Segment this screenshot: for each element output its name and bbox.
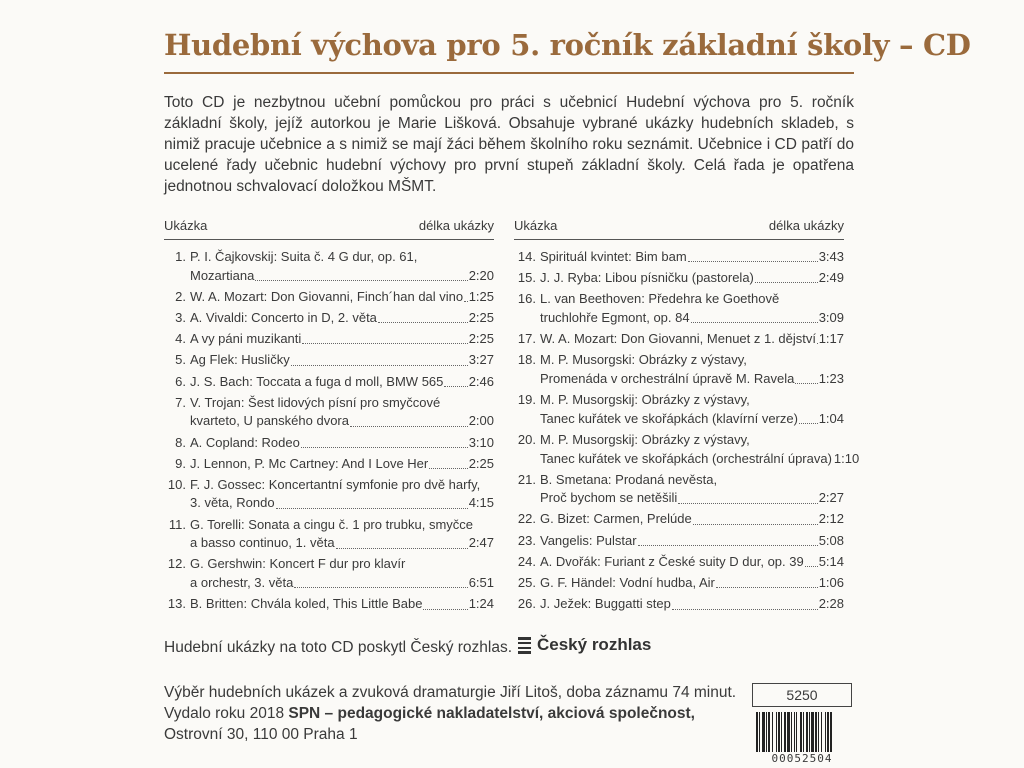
track-number: 3. bbox=[175, 309, 186, 325]
track-duration: 1:23 bbox=[818, 370, 844, 386]
track-line bbox=[514, 351, 844, 370]
publisher-name: SPN – pedagogické nakladatelství, akciová společnost, bbox=[288, 705, 695, 722]
track-item bbox=[164, 455, 494, 474]
intro-paragraph: Toto CD je nezbytnou učební pomůckou pro práci s učebnicí Hudební výchova pro 5. ročník základní školy, jejíž autorkou je Marie Lišková. Obsahuje vybrané ukázky hudebních skladeb, s nimiž pracuje učebnice a s nimiž se mají žáci během školního roku seznámit. Učebnice i CD patří do ucelené řady učebnic hudební výchovy pro první stupeň základní školy. Celá řada je opatřena jednotnou schvalovací doložkou MŠMT. bbox=[164, 94, 854, 195]
track-title: Ag Flek: Husličky bbox=[190, 352, 290, 368]
track-title: V. Trojan: Šest lidových písní pro smyčcové bbox=[190, 394, 441, 410]
leader-dots bbox=[688, 260, 818, 262]
track-line bbox=[164, 412, 494, 431]
track-item bbox=[514, 290, 844, 327]
track-title: J. J. Ryba: Libou písničku (pastorela) bbox=[540, 270, 754, 286]
track-number: 9. bbox=[175, 455, 186, 471]
track-item bbox=[514, 269, 844, 288]
header-rule bbox=[514, 239, 844, 240]
track-duration: 3:09 bbox=[818, 309, 844, 325]
track-number: 10. bbox=[167, 476, 186, 492]
track-line bbox=[514, 370, 844, 389]
track-duration: 1:10 bbox=[833, 450, 860, 466]
track-item bbox=[164, 288, 494, 307]
leader-dots bbox=[301, 446, 468, 448]
leader-dots bbox=[799, 422, 818, 424]
barcode-bar bbox=[778, 712, 780, 756]
leader-dots bbox=[444, 385, 467, 387]
track-duration: 6:51 bbox=[468, 575, 494, 591]
track-title: Tanec kuřátek ve skořápkách (orchestrální úprava) bbox=[540, 450, 832, 466]
leader-dots bbox=[291, 364, 468, 366]
track-duration: 5:14 bbox=[818, 553, 844, 569]
track-number: 13. bbox=[167, 596, 186, 612]
track-list bbox=[164, 248, 494, 614]
track-item bbox=[164, 555, 494, 592]
barcode-bar bbox=[830, 712, 832, 756]
track-item bbox=[514, 574, 844, 593]
track-number: 18. bbox=[517, 352, 536, 368]
leader-dots bbox=[423, 608, 467, 610]
track-duration: 1:25 bbox=[468, 288, 494, 304]
track-title: A. Copland: Rodeo bbox=[190, 434, 300, 450]
track-item bbox=[514, 330, 844, 349]
track-duration: 2:25 bbox=[468, 309, 494, 325]
leader-dots bbox=[638, 544, 818, 546]
track-title: kvarteto, U panského dvora bbox=[190, 413, 349, 429]
barcode-bar bbox=[809, 712, 810, 756]
track-duration: 2:27 bbox=[818, 490, 844, 506]
barcode-bar bbox=[784, 712, 786, 756]
leader-dots bbox=[350, 425, 468, 427]
barcode-bar bbox=[768, 712, 770, 756]
leader-dots bbox=[755, 281, 818, 283]
track-line bbox=[164, 309, 494, 328]
leader-dots bbox=[336, 547, 468, 549]
track-line bbox=[164, 288, 494, 307]
barcode-bar bbox=[781, 712, 782, 756]
track-line bbox=[164, 494, 494, 513]
track-item bbox=[164, 516, 494, 553]
track-line bbox=[164, 455, 494, 474]
track-number: 7. bbox=[175, 394, 186, 410]
track-number: 25. bbox=[517, 575, 536, 591]
leader-dots bbox=[294, 586, 467, 588]
header-duration: délka ukázky bbox=[418, 218, 494, 233]
leader-dots bbox=[429, 467, 467, 469]
track-number: 5. bbox=[175, 352, 186, 368]
track-number: 21. bbox=[517, 471, 536, 487]
header-duration: délka ukázky bbox=[768, 218, 844, 233]
leader-dots bbox=[716, 586, 818, 588]
track-number: 14. bbox=[517, 249, 536, 264]
barcode-bar bbox=[794, 712, 795, 756]
track-duration: 4:15 bbox=[468, 495, 494, 511]
leader-dots bbox=[255, 279, 467, 281]
track-title: J. S. Bach: Toccata a fuga d moll, BMW 565 bbox=[190, 373, 444, 389]
barcode-bar bbox=[803, 712, 804, 756]
track-item bbox=[514, 431, 860, 468]
track-duration: 2:46 bbox=[468, 373, 494, 389]
track-number: 23. bbox=[517, 532, 536, 548]
track-line bbox=[164, 595, 494, 614]
track-duration: 5:08 bbox=[818, 532, 844, 548]
track-line bbox=[514, 595, 844, 614]
header-sample: Ukázka bbox=[164, 218, 208, 233]
leader-dots bbox=[795, 382, 817, 384]
track-line bbox=[514, 248, 844, 267]
barcode-bar bbox=[766, 712, 767, 756]
tracklist-right bbox=[514, 218, 860, 616]
leader-dots bbox=[276, 507, 468, 509]
leader-dots bbox=[817, 342, 818, 344]
track-title: G. Gershwin: Koncert F dur pro klavír bbox=[190, 556, 406, 572]
cesky-rozhlas-logo bbox=[518, 635, 651, 656]
track-line bbox=[164, 555, 494, 574]
track-line bbox=[164, 394, 494, 413]
track-number: 1. bbox=[175, 249, 186, 264]
track-title: Promenáda v orchestrální úpravě M. Ravela bbox=[540, 370, 795, 386]
footer-line-1: Výběr hudebních ukázek a zvuková dramaturgie Jiří Litoš, doba záznamu 74 minut. bbox=[164, 684, 737, 701]
track-number: 6. bbox=[175, 373, 186, 389]
track-item bbox=[514, 351, 844, 388]
track-title: J. Ježek: Buggatti step bbox=[540, 596, 671, 612]
track-number: 12. bbox=[167, 556, 186, 572]
track-number: 24. bbox=[517, 553, 536, 569]
track-item bbox=[164, 309, 494, 328]
track-title: J. Lennon, P. Mc Cartney: And I Love Her bbox=[190, 455, 429, 471]
track-title: M. P. Musorgski: Obrázky z výstavy, bbox=[540, 352, 747, 368]
track-line bbox=[514, 510, 844, 529]
track-title: M. P. Musorgskij: Obrázky z výstavy, bbox=[540, 392, 750, 408]
track-title: Mozartiana bbox=[190, 267, 255, 283]
track-title: B. Britten: Chvála koled, This Little Babe bbox=[190, 596, 423, 612]
barcode-bar bbox=[787, 712, 790, 756]
track-item bbox=[164, 394, 494, 431]
track-line bbox=[164, 330, 494, 349]
track-number: 2. bbox=[175, 288, 186, 304]
track-duration: 2:25 bbox=[468, 331, 494, 347]
barcode-bar bbox=[796, 712, 797, 756]
track-item bbox=[514, 510, 844, 529]
track-title: truchlohře Egmont, op. 84 bbox=[540, 309, 690, 325]
barcode-bar bbox=[756, 712, 758, 756]
track-line bbox=[164, 516, 494, 535]
track-line bbox=[514, 574, 844, 593]
track-line bbox=[514, 391, 844, 410]
track-line bbox=[164, 373, 494, 392]
track-duration: 2:47 bbox=[468, 535, 494, 551]
track-number: 11. bbox=[168, 516, 186, 532]
track-item bbox=[164, 373, 494, 392]
track-item bbox=[514, 595, 844, 614]
track-title: Tanec kuřátek ve skořápkách (klavírní verze) bbox=[540, 410, 798, 426]
barcode-bar bbox=[759, 712, 760, 756]
track-line bbox=[164, 476, 494, 495]
track-title: G. Torelli: Sonata a cingu č. 1 pro trubku, smyčce bbox=[190, 516, 474, 532]
track-line bbox=[164, 351, 494, 370]
track-duration: 3:10 bbox=[468, 434, 494, 450]
track-duration: 2:12 bbox=[818, 511, 844, 527]
track-line bbox=[514, 489, 844, 508]
radio-lines-icon bbox=[518, 635, 531, 656]
track-title: G. F. Händel: Vodní hudba, Air bbox=[540, 575, 715, 591]
track-duration: 2:25 bbox=[468, 455, 494, 471]
tracklist-header bbox=[164, 218, 494, 239]
logo-text: Český rozhlas bbox=[537, 635, 652, 655]
track-title: A. Vivaldi: Concerto in D, 2. věta bbox=[190, 309, 377, 325]
tracklist-header bbox=[514, 218, 844, 239]
track-item bbox=[514, 532, 844, 551]
track-title: W. A. Mozart: Don Giovanni, Menuet z 1. dějství bbox=[540, 331, 817, 347]
track-item bbox=[164, 330, 494, 349]
track-line bbox=[164, 267, 494, 286]
track-title: A. Dvořák: Furiant z České suity D dur, op. 39 bbox=[540, 553, 804, 569]
track-number: 26. bbox=[517, 596, 536, 612]
header-rule bbox=[164, 239, 494, 240]
track-title: Spirituál kvintet: Bim bam bbox=[540, 249, 687, 264]
footer-line-2-plain: Vydalo roku 2018 bbox=[164, 705, 289, 722]
track-line bbox=[164, 534, 494, 553]
leader-dots bbox=[302, 342, 467, 344]
tracklist-left bbox=[164, 218, 494, 616]
track-duration: 1:17 bbox=[818, 331, 844, 347]
track-item bbox=[514, 391, 844, 428]
track-item bbox=[514, 471, 844, 508]
barcode-bar bbox=[815, 712, 817, 756]
track-title: W. A. Mozart: Don Giovanni, Finch´han dal vino bbox=[190, 288, 464, 304]
track-title: L. van Beethoven: Předehra ke Goethově bbox=[540, 291, 780, 307]
track-item bbox=[164, 434, 494, 453]
track-line bbox=[514, 290, 844, 309]
track-duration: 3:43 bbox=[818, 249, 844, 264]
track-title: B. Smetana: Prodaná nevěsta, bbox=[540, 471, 718, 487]
track-line bbox=[514, 450, 860, 469]
footer-line-2 bbox=[164, 703, 736, 724]
track-number: 19. bbox=[517, 392, 536, 408]
track-duration: 1:04 bbox=[818, 410, 844, 426]
track-line bbox=[164, 574, 494, 593]
credit-text: Hudební ukázky na toto CD poskytl Český rozhlas. bbox=[164, 639, 513, 656]
leader-dots bbox=[672, 608, 818, 610]
track-number: 22. bbox=[517, 511, 536, 527]
track-duration: 2:49 bbox=[818, 270, 844, 286]
track-title: P. I. Čajkovskij: Suita č. 4 G dur, op. 61, bbox=[190, 249, 418, 264]
track-title: 3. věta, Rondo bbox=[190, 495, 275, 511]
track-line bbox=[514, 532, 844, 551]
leader-dots bbox=[678, 502, 817, 504]
track-item bbox=[164, 476, 494, 513]
barcode-number: 00052504 bbox=[754, 752, 850, 765]
track-line bbox=[514, 269, 844, 288]
track-title: Proč bychom se netěšili bbox=[540, 490, 678, 506]
track-title: a orchestr, 3. věta bbox=[190, 575, 294, 591]
track-line bbox=[514, 471, 844, 490]
title-rule bbox=[164, 72, 854, 74]
track-number: 20. bbox=[517, 431, 536, 447]
track-duration: 3:27 bbox=[468, 352, 494, 368]
track-duration: 1:06 bbox=[818, 575, 844, 591]
track-duration: 2:00 bbox=[468, 413, 494, 429]
product-code: 5250 bbox=[752, 683, 852, 707]
track-title: F. J. Gossec: Koncertantní symfonie pro dvě harfy, bbox=[190, 476, 481, 492]
track-duration: 1:24 bbox=[468, 596, 494, 612]
barcode-bar bbox=[762, 712, 765, 756]
page-title: Hudební výchova pro 5. ročník základní školy – CD bbox=[164, 28, 971, 62]
track-title: Vangelis: Pulstar bbox=[540, 532, 637, 548]
track-title: M. P. Musorgskij: Obrázky z výstavy, bbox=[540, 431, 750, 447]
barcode-bar bbox=[821, 712, 822, 756]
header-sample: Ukázka bbox=[514, 218, 558, 233]
leader-dots bbox=[378, 321, 468, 323]
publisher-info bbox=[164, 682, 736, 745]
track-item bbox=[164, 351, 494, 370]
track-line bbox=[164, 434, 494, 453]
track-line bbox=[514, 410, 844, 429]
barcode-bar bbox=[825, 712, 826, 756]
track-duration: 2:20 bbox=[468, 267, 494, 283]
track-list bbox=[514, 248, 860, 614]
track-line bbox=[514, 330, 844, 349]
barcode-bar bbox=[772, 712, 773, 756]
track-line bbox=[164, 248, 494, 267]
leader-dots bbox=[691, 321, 818, 323]
footer-line-3: Ostrovní 30, 110 00 Praha 1 bbox=[164, 726, 358, 743]
track-line bbox=[514, 431, 844, 450]
track-number: 17. bbox=[517, 331, 536, 347]
track-line bbox=[514, 309, 844, 328]
track-title: a basso continuo, 1. věta bbox=[190, 535, 335, 551]
leader-dots bbox=[805, 565, 818, 567]
track-title: G. Bizet: Carmen, Prelúde bbox=[540, 511, 692, 527]
barcode-bar bbox=[818, 712, 819, 756]
track-duration: 2:28 bbox=[818, 596, 844, 612]
leader-dots bbox=[693, 523, 818, 525]
track-number: 4. bbox=[175, 331, 186, 347]
barcode-bar bbox=[811, 712, 814, 756]
track-item bbox=[164, 248, 494, 285]
barcode-bar bbox=[776, 712, 777, 756]
barcode-bar bbox=[806, 712, 808, 756]
track-number: 15. bbox=[517, 270, 536, 286]
track-item bbox=[514, 248, 844, 267]
barcode-bar bbox=[791, 712, 792, 756]
track-item bbox=[164, 595, 494, 614]
track-number: 16. bbox=[517, 291, 536, 307]
barcode-bar bbox=[800, 712, 802, 756]
leader-dots bbox=[464, 300, 468, 302]
track-item bbox=[514, 553, 844, 572]
track-line bbox=[514, 553, 844, 572]
track-number: 8. bbox=[175, 434, 186, 450]
barcode-bar bbox=[827, 712, 829, 756]
track-title: A vy páni muzikanti bbox=[190, 331, 302, 347]
